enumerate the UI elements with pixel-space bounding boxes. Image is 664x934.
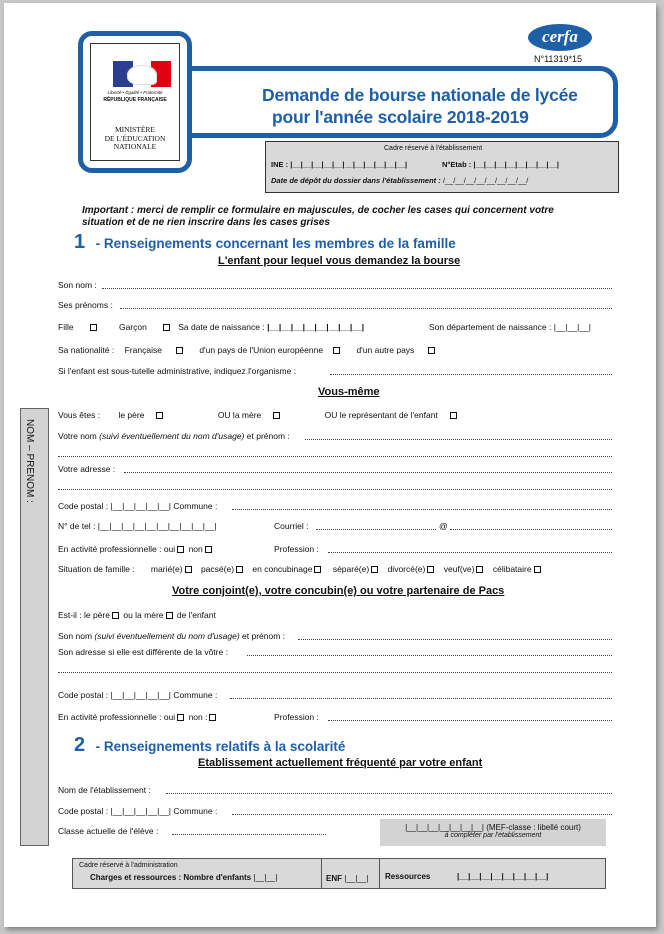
courriel-input[interactable] [316,529,436,530]
spouse-pere-checkbox[interactable] [112,612,119,619]
school-cp-input[interactable]: |__|__|__|__|__| [110,806,171,816]
adresse-input[interactable] [124,472,612,473]
etab-reserved-box [265,141,619,193]
nom-etab-label: Nom de l'établissement : [58,785,151,795]
mef-box: |__|__|__|__|__|__|__| (MEF-classe : libellé court) à compléter par l'établissement [380,819,606,846]
situation-row: Situation de famille : marié(e) pacsé(e) en concubinage séparé(e) divorcé(e) veuf(ve) célibataire [58,564,543,574]
garcon-checkbox[interactable] [163,324,170,331]
child-prenoms-label: Ses prénoms : [58,300,113,310]
spouse-oui-checkbox[interactable] [177,714,184,721]
admin-reserved-box [72,858,606,889]
charges-field[interactable]: Charges et ressources : Nombre d'enfants |__|__| [90,873,278,882]
spouse-activite-row: En activité professionnelle : oui non : [58,712,218,722]
son-nom-input[interactable] [298,639,612,640]
admin-caption: Cadre réservé à l'administration [79,862,178,869]
tutelle-input[interactable] [330,374,612,375]
autre-pays-checkbox[interactable] [428,347,435,354]
commune-input[interactable] [232,509,612,510]
section1-heading: 1 - Renseignements concernant les membres de la famille [74,231,456,253]
ministry-logo [78,31,192,173]
school-subheading: Etablissement actuellement fréquenté par votre enfant [198,757,483,769]
etab-caption: Cadre réservé à l'établissement [384,145,483,152]
activite-non-checkbox[interactable] [205,546,212,553]
spouse-cp-row: Code postal : |__|__|__|__|__| Commune : [58,690,218,700]
concubinage-checkbox[interactable] [314,566,321,573]
est-il-row: Est-il : le père ou la mère de l'enfant [58,610,216,620]
activite-oui-checkbox[interactable] [177,546,184,553]
ressources-input[interactable]: |__|__|__|__|__|__|__|__| [457,872,549,881]
child-subheading: L'enfant pour lequel vous demandez la bourse [218,255,461,267]
votre-nom-input-2[interactable] [58,456,612,457]
profession-input[interactable] [328,552,612,553]
nom-prenom-sidebar: NOM – PRENOM : [20,408,49,846]
son-adresse-label: Son adresse si elle est différente de la vôtre : [58,647,228,657]
pere-checkbox[interactable] [156,412,163,419]
divorce-checkbox[interactable] [427,566,434,573]
important-note: Important : merci de remplir ce formulaire en majuscules, de cocher les cases qui concernent votre situation et de ne rien inscrire dans les cases grises [82,205,554,228]
adresse-label: Votre adresse : [58,464,116,474]
mere-checkbox[interactable] [273,412,280,419]
adresse-input-2[interactable] [58,489,612,490]
republic-motto: Liberté • Égalité • Fraternité [107,90,163,95]
tutelle-label: Si l'enfant est sous-tutelle administrative, indiquez l'organisme : [58,366,297,376]
ine-field[interactable]: INE : |__|__|__|__|__|__|__|__|__|__|__| [271,160,408,169]
school-commune-input[interactable] [232,814,612,815]
son-nom-label: Son nom (suivi éventuellement du nom d'usage) et prénom : [58,631,286,641]
votre-nom-label: Votre nom (suivi éventuellement du nom d'usage) et prénom : [58,431,290,441]
ressources-label: Ressources [385,872,431,881]
etab-field[interactable]: N°Etab : |__|__|__|__|__|__|__|__| [442,160,559,169]
son-adresse-input-2[interactable] [58,672,612,673]
child-nom-label: Son nom : [58,280,97,290]
at-sign: @ [439,521,448,531]
form-title: Demande de bourse nationale de lycée pour l'année scolaire 2018-2019 [262,85,578,127]
son-adresse-input[interactable] [247,655,612,656]
spouse-non-checkbox[interactable] [209,714,216,721]
republic-name: RÉPUBLIQUE FRANÇAISE [103,97,167,103]
veuf-checkbox[interactable] [476,566,483,573]
spouse-profession-input[interactable] [328,720,612,721]
celibataire-checkbox[interactable] [534,566,541,573]
spouse-mere-checkbox[interactable] [166,612,173,619]
spouse-profession-label: Profession : [274,712,319,722]
tel-row: N° de tel : |__|__|__|__|__|__|__|__|__|__| [58,521,217,531]
ue-checkbox[interactable] [333,347,340,354]
marie-checkbox[interactable] [185,566,192,573]
profession-label: Profession : [274,544,319,554]
self-subheading: Vous-même [318,386,380,398]
cerfa-number: N°11319*15 [534,54,582,64]
departement-field[interactable]: Son département de naissance : |__|__|__| [429,322,591,332]
child-prenoms-input[interactable] [120,308,612,309]
marianne-flag-icon [113,61,171,87]
cerfa-logo: cerfa [528,24,592,51]
separe-checkbox[interactable] [371,566,378,573]
section2-heading: 2 - Renseignements relatifs à la scolarité [74,734,346,756]
pacse-checkbox[interactable] [236,566,243,573]
courriel-label: Courriel : [274,521,309,531]
nationalite-row: Sa nationalité : Française d'un pays de l'Union européenne d'un autre pays [58,345,437,355]
enf-field[interactable]: ENF |__|__| [326,874,369,883]
vous-etes-row: Vous êtes : le père OU la mère OU le représentant de l'enfant [58,410,459,420]
ministry-name: MINISTÈRE DE L'ÉDUCATION NATIONALE [104,125,166,151]
school-cp-row: Code postal : |__|__|__|__|__| Commune : [58,806,218,816]
child-sex-row: Fille Garçon Sa date de naissance : |__|__|__|__|__|__|__|__| [58,322,365,332]
fille-checkbox[interactable] [90,324,97,331]
cp-input[interactable]: |__|__|__|__|__| [110,501,171,511]
spouse-cp-input[interactable]: |__|__|__|__|__| [110,690,171,700]
spouse-commune-input[interactable] [230,698,612,699]
tel-input[interactable]: |__|__|__|__|__|__|__|__|__|__| [97,521,217,531]
francaise-checkbox[interactable] [176,347,183,354]
child-nom-input[interactable] [102,288,612,289]
spouse-subheading: Votre conjoint(e), votre concubin(e) ou votre partenaire de Pacs [172,585,505,597]
courriel-domain-input[interactable] [450,529,612,530]
nom-etab-input[interactable] [166,793,612,794]
classe-input[interactable] [172,834,326,835]
cp-row: Code postal : |__|__|__|__|__| Commune : [58,501,218,511]
classe-label: Classe actuelle de l'élève : [58,826,159,836]
date-depot-field[interactable]: Date de dépôt du dossier dans l'établissement : /__/__/__/__/__/__/__/__/ [271,176,529,185]
naissance-input[interactable]: |__|__|__|__|__|__|__|__| [267,322,365,332]
representant-checkbox[interactable] [450,412,457,419]
votre-nom-input[interactable] [305,439,612,440]
activite-row: En activité professionnelle : oui non [58,544,214,554]
